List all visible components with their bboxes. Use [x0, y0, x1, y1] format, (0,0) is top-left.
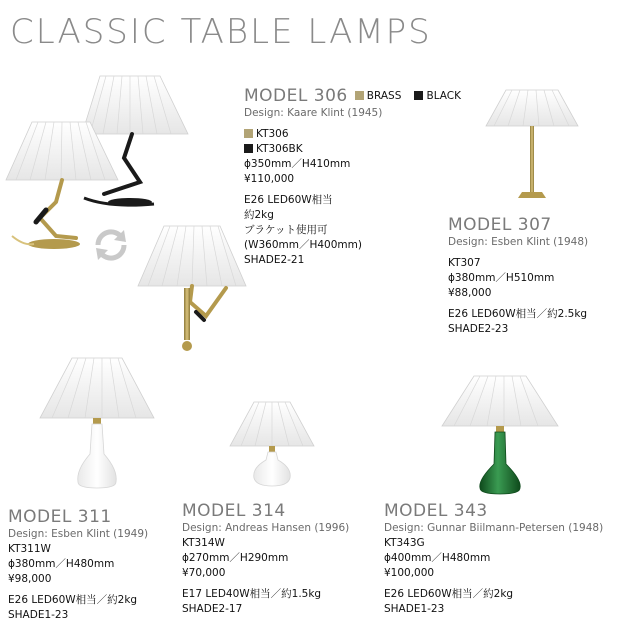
model-314-designer: Design: Andreas Hansen (1996)	[182, 522, 350, 534]
model-306-weight: 約2kg	[244, 209, 274, 221]
model-306-designer: Design: Kaare Klint (1945)	[244, 107, 383, 119]
model-343-name: MODEL 343	[384, 501, 488, 521]
model-311-price: ¥98,000	[8, 573, 52, 585]
model-307-size: ϕ380mm／H510mm	[448, 272, 555, 284]
black-swatch	[414, 91, 423, 100]
model-314-shade: SHADE2-17	[182, 603, 243, 615]
model-306-code-brass: KT306	[256, 128, 289, 140]
model-343-info	[384, 502, 603, 617]
model-307-price: ¥88,000	[448, 287, 492, 299]
model-314-info	[182, 502, 349, 617]
model-306-shade: SHADE2-21	[244, 254, 305, 266]
model-306-bracket-size: (W360mm／H400mm)	[244, 239, 362, 251]
model-343-size: ϕ400mm／H480mm	[384, 552, 491, 564]
model-311-designer: Design: Esben Klint (1949)	[8, 528, 149, 540]
model-306-code-black: KT306BK	[256, 143, 303, 155]
model-306-bracket-lamp-image	[134, 222, 254, 354]
variant-black: BLACK	[426, 90, 461, 102]
model-311-lamp-image	[38, 354, 156, 492]
model-343-lamp-image	[440, 372, 560, 498]
model-314-name: MODEL 314	[182, 501, 286, 521]
model-311-bulb-weight: E26 LED60W相当／約2kg	[8, 594, 138, 606]
model-343-designer: Design: Gunnar Biilmann-Petersen (1948)	[384, 522, 604, 534]
model-306-name: MODEL 306	[244, 86, 348, 106]
model-311-shade: SHADE1-23	[8, 609, 69, 621]
model-307-info	[448, 216, 588, 337]
model-307-name: MODEL 307	[448, 215, 552, 235]
model-306-bracket: ブラケット使用可	[244, 224, 328, 236]
black-swatch	[244, 144, 253, 153]
model-311-code: KT311W	[8, 543, 51, 555]
model-307-code: KT307	[448, 257, 481, 269]
model-343-bulb-weight: E26 LED60W相当／約2kg	[384, 588, 514, 600]
model-314-size: ϕ270mm／H290mm	[182, 552, 289, 564]
model-343-code: KT343G	[384, 537, 425, 549]
model-306-price: ¥110,000	[244, 173, 295, 185]
rotate-arrows-icon	[92, 226, 130, 264]
model-306-size: ϕ350mm／H410mm	[244, 158, 351, 170]
model-307-bulb-weight: E26 LED60W相当／約2.5kg	[448, 308, 588, 320]
model-306-bulb: E26 LED60W相当	[244, 194, 333, 206]
brass-swatch	[355, 91, 364, 100]
page-title: CLASSIC TABLE LAMPS	[10, 12, 432, 52]
model-311-info	[8, 508, 148, 623]
model-311-size: ϕ380mm／H480mm	[8, 558, 115, 570]
model-343-price: ¥100,000	[384, 567, 435, 579]
variant-brass: BRASS	[366, 90, 402, 102]
model-306-info	[244, 84, 461, 268]
model-307-designer: Design: Esben Klint (1948)	[448, 236, 589, 248]
model-314-bulb-weight: E17 LED40W相当／約1.5kg	[182, 588, 322, 600]
brass-swatch	[244, 129, 253, 138]
model-311-name: MODEL 311	[8, 507, 112, 527]
model-314-lamp-image	[228, 398, 316, 490]
model-314-code: KT314W	[182, 537, 225, 549]
model-343-shade: SHADE1-23	[384, 603, 445, 615]
model-307-lamp-image	[484, 86, 580, 206]
model-307-shade: SHADE2-23	[448, 323, 509, 335]
model-314-price: ¥70,000	[182, 567, 226, 579]
